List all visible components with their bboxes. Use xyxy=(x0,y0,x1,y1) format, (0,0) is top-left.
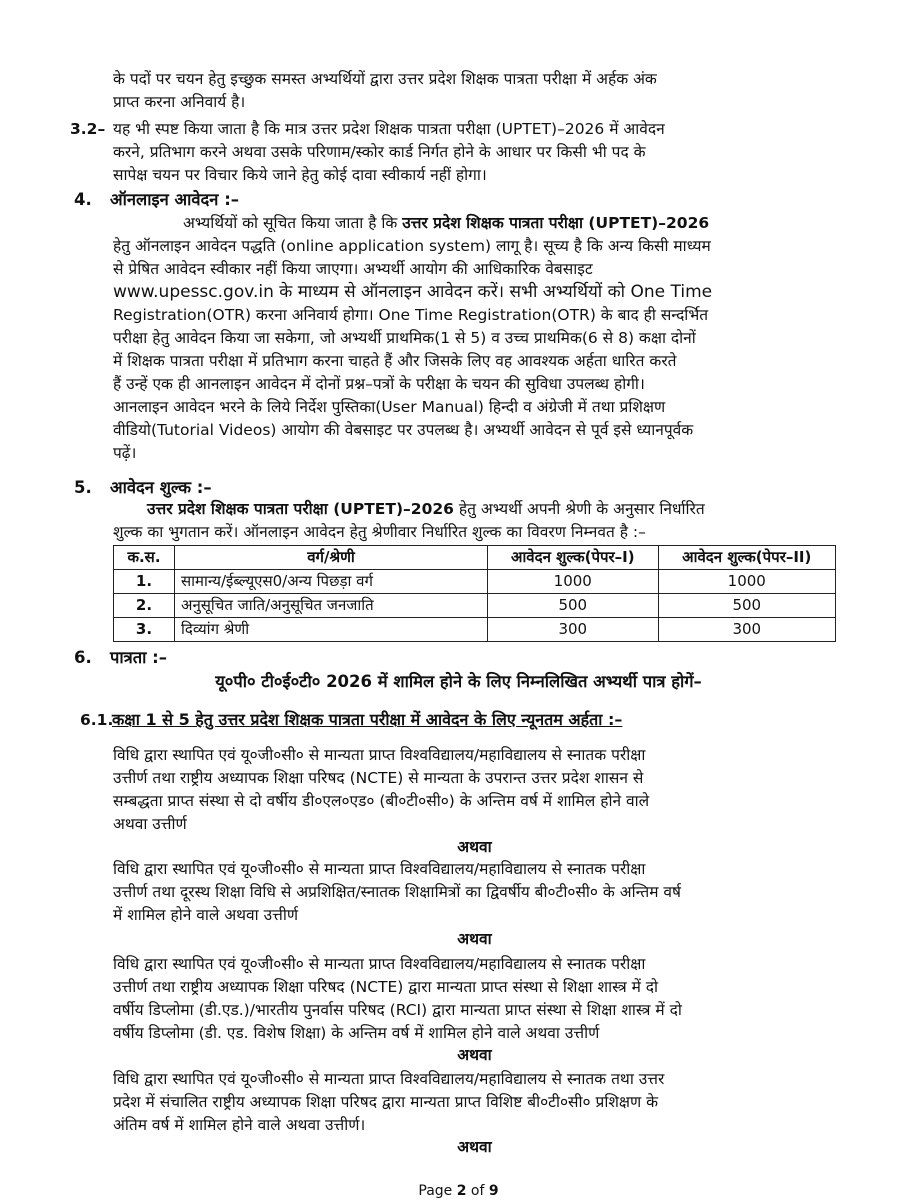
table-cell: 1. xyxy=(114,570,175,594)
section-number: 5. xyxy=(74,478,92,497)
table-row xyxy=(114,570,836,594)
eligibility-paragraph-1 xyxy=(113,744,836,836)
column-header: आवेदन शुल्क(पेपर–II) xyxy=(658,546,835,570)
page-number: 2 xyxy=(456,1183,467,1199)
section-line: करने, प्रतिभाग करने अथवा उसके परिणाम/स्कोर कार्ड निर्गत होने के आधार पर किसी भी पद के xyxy=(113,143,646,161)
section-line: यह भी स्पष्ट किया जाता है कि मात्र उत्तर प्रदेश शिक्षक पात्रता परीक्षा (UPTET)–2026 में आवेदन xyxy=(113,120,665,138)
table-row xyxy=(114,594,836,618)
intro-line: प्राप्त करना अनिवार्य है। xyxy=(113,93,246,111)
section-line: में शिक्षक पात्रता परीक्षा में प्रतिभाग करना चाहते हैं और जिसके लिए वह आवश्यक अर्हता धारित करते xyxy=(113,352,677,370)
eligibility-paragraph-3 xyxy=(113,953,836,1045)
section-number: 4. xyxy=(74,190,92,209)
column-header: आवेदन शुल्क(पेपर–I) xyxy=(488,546,659,570)
para-line: अंतिम वर्ष में शामिल होने वाले अथवा उत्तीर्ण। xyxy=(113,1116,366,1134)
section-line: वीडियो(Tutorial Videos) आयोग की वेबसाइट पर उपलब्ध है। अभ्यर्थी आवेदन से पूर्व इसे ध्यानपूर्वक xyxy=(113,421,694,439)
section-lead xyxy=(113,212,836,235)
section-title: ऑनलाइन आवेदन :– xyxy=(110,190,240,209)
table-cell: 500 xyxy=(488,594,659,618)
page-of-label: of xyxy=(466,1183,489,1199)
section-4-heading xyxy=(74,188,239,211)
para-line: विधि द्वारा स्थापित एवं यू०जी०सी० से मान्यता प्राप्त विश्वविद्यालय/महाविद्यालय से स्नातक परीक्षा xyxy=(113,746,646,764)
section-3-2 xyxy=(70,118,836,187)
table-cell: अनुसूचित जाति/अनुसूचित जनजाति xyxy=(175,594,488,618)
table-cell: 500 xyxy=(658,594,835,618)
lead-text: हेतु अभ्यर्थी अपनी श्रेणी के अनुसार निर्धारित xyxy=(453,500,705,518)
table-cell: 1000 xyxy=(658,570,835,594)
section-line: हेतु ऑनलाइन आवेदन पद्धति (online application system) लागू है। सूच्य है कि अन्य किसी माध्यम xyxy=(113,237,711,255)
section-number: 6. xyxy=(74,648,92,667)
or-divider: अथवा xyxy=(457,838,492,856)
table-cell: 300 xyxy=(658,618,835,642)
table-cell: सामान्य/ईब्ल्यूएस0/अन्य पिछड़ा वर्ग xyxy=(175,570,488,594)
section-number: 3.2– xyxy=(70,120,106,138)
page-total: 9 xyxy=(488,1183,499,1199)
section-lead xyxy=(113,498,836,521)
page-label: Page xyxy=(418,1183,457,1199)
section-6-heading xyxy=(74,646,167,669)
para-line: अथवा उत्तीर्ण xyxy=(113,815,187,833)
table-cell: 2. xyxy=(114,594,175,618)
para-line: में शामिल होने वाले अथवा उत्तीर्ण xyxy=(113,906,299,924)
or-divider: अथवा xyxy=(457,1138,492,1156)
section-5-body xyxy=(113,498,836,544)
para-line: सम्बद्धता प्राप्त संस्था से दो वर्षीय डी०एल०एड० (बी०टी०सी०) के अन्तिम वर्ष में शामिल होने वाले xyxy=(113,792,650,810)
intro-line: के पदों पर चयन हेतु इच्छुक समस्त अभ्यर्थियों द्वारा उत्तर प्रदेश शिक्षक पात्रता परीक्षा में अर्हक अंक xyxy=(113,70,657,88)
eligibility-paragraph-2 xyxy=(113,858,836,927)
table-cell: 3. xyxy=(114,618,175,642)
section-4-body xyxy=(113,212,836,465)
para-line: उत्तीर्ण तथा दूरस्थ शिक्षा विधि से अप्रशिक्षित/स्नातक शिक्षामित्रों का द्विवर्षीय बी०टी०सी० के अन्तिम वर्ष xyxy=(113,883,681,901)
section-line: हैं उन्हें एक ही आनलाइन आवेदन में दोनों प्रश्न–पत्रों के परीक्षा के चयन की सुविधा उपलब्ध होगी। xyxy=(113,375,645,393)
section-line: से प्रेषित आवेदन स्वीकार नहीं किया जाएगा। अभ्यर्थी आयोग की आधिकारिक वेबसाइट xyxy=(113,260,593,278)
para-line: वर्षीय डिप्लोमा (डी. एड. विशेष शिक्षा) के अन्तिम वर्ष में शामिल होने वाले अथवा उत्तीर्ण xyxy=(113,1024,600,1042)
column-header: क.स. xyxy=(114,546,175,570)
eligibility-subtitle: यू०पी० टी०ई०टी० 2026 में शामिल होने के लिए निम्नलिखित अभ्यर्थी पात्र होगें– xyxy=(215,672,702,691)
lead-bold-text: उत्तर प्रदेश शिक्षक पात्रता परीक्षा (UPTET)–2026 xyxy=(402,214,710,232)
section-line: www.upessc.gov.in के माध्यम से ऑनलाइन आवेदन करें। सभी अभ्यर्थियों को One Time xyxy=(113,282,713,302)
section-line: आनलाइन आवेदन भरने के लिये निर्देश पुस्तिका(User Manual) हिन्दी व अंग्रेजी में तथा प्रशिक्षण xyxy=(113,398,666,416)
para-line: विधि द्वारा स्थापित एवं यू०जी०सी० से मान्यता प्राप्त विश्वविद्यालय/महाविद्यालय से स्नातक तथा उत्तर xyxy=(113,1070,665,1088)
lead-bold-text: उत्तर प्रदेश शिक्षक पात्रता परीक्षा (UPTET)–2026 xyxy=(147,500,454,518)
para-line: वर्षीय डिप्लोमा (डी.एड.)/भारतीय पुनर्वास परिषद (RCI) द्वारा मान्यता प्राप्त संस्था से शिक्षा शास्त्र में दो xyxy=(113,1001,682,1019)
section-title: पात्रता :– xyxy=(110,648,168,667)
section-line: परीक्षा हेतु आवेदन किया जा सकेगा, जो अभ्यर्थी प्राथमिक(1 से 5) व उच्च प्राथमिक(6 से 8) कक्षा दोनों xyxy=(113,329,696,347)
para-line: विधि द्वारा स्थापित एवं यू०जी०सी० से मान्यता प्राप्त विश्वविद्यालय/महाविद्यालय से स्नातक परीक्षा xyxy=(113,955,646,973)
section-number: 6.1. xyxy=(80,711,114,729)
or-divider: अथवा xyxy=(457,1046,492,1064)
eligibility-paragraph-4 xyxy=(113,1068,836,1137)
para-line: उत्तीर्ण तथा राष्ट्रीय अध्यापक शिक्षा परिषद (NCTE) द्वारा मान्यता प्राप्त संस्था से शिक्षा शास्त्र में दो xyxy=(113,978,659,996)
column-header: वर्ग/श्रेणी xyxy=(175,546,488,570)
section-line: Registration(OTR) करना अनिवार्य होगा। One Time Registration(OTR) के बाद ही सन्दर्भित xyxy=(113,306,709,324)
para-line: विधि द्वारा स्थापित एवं यू०जी०सी० से मान्यता प्राप्त विश्वविद्यालय/महाविद्यालय से स्नातक परीक्षा xyxy=(113,860,646,878)
table-cell: 300 xyxy=(488,618,659,642)
para-line: उत्तीर्ण तथा राष्ट्रीय अध्यापक शिक्षा परिषद (NCTE) से मान्यता के उपरान्त उत्तर प्रदेश शासन से xyxy=(113,769,644,787)
table-header-row xyxy=(114,546,836,570)
section-6-1-heading xyxy=(80,708,622,732)
para-line: प्रदेश में संचालित राष्ट्रीय अध्यापक शिक्षा परिषद द्वारा मान्यता प्राप्त विशिष्ट बी०टी०सी० प्रशिक्षण के xyxy=(113,1093,659,1111)
section-line: शुल्क का भुगतान करें। ऑनलाइन आवेदन हेतु श्रेणीवार निर्धारित शुल्क का विवरण निम्नवत है :– xyxy=(113,523,646,541)
section-5-heading xyxy=(74,476,212,499)
lead-text: अभ्यर्थियों को सूचित किया जाता है कि xyxy=(183,214,403,232)
or-divider: अथवा xyxy=(457,930,492,948)
table-cell: दिव्यांग श्रेणी xyxy=(175,618,488,642)
intro-paragraph xyxy=(113,68,836,114)
table-row xyxy=(114,618,836,642)
section-title: आवेदन शुल्क :– xyxy=(110,478,212,497)
section-line: पढ़ें। xyxy=(113,444,137,462)
fee-table xyxy=(113,545,836,642)
section-title: कक्षा 1 से 5 हेतु उत्तर प्रदेश शिक्षक पात्रता परीक्षा में आवेदन के लिए न्यूनतम अर्हता :– xyxy=(112,710,623,729)
section-line: सापेक्ष चयन पर विचार किये जाने हेतु कोई दावा स्वीकार्य नहीं होगा। xyxy=(113,166,487,184)
table-cell: 1000 xyxy=(488,570,659,594)
page-footer xyxy=(0,1183,917,1200)
